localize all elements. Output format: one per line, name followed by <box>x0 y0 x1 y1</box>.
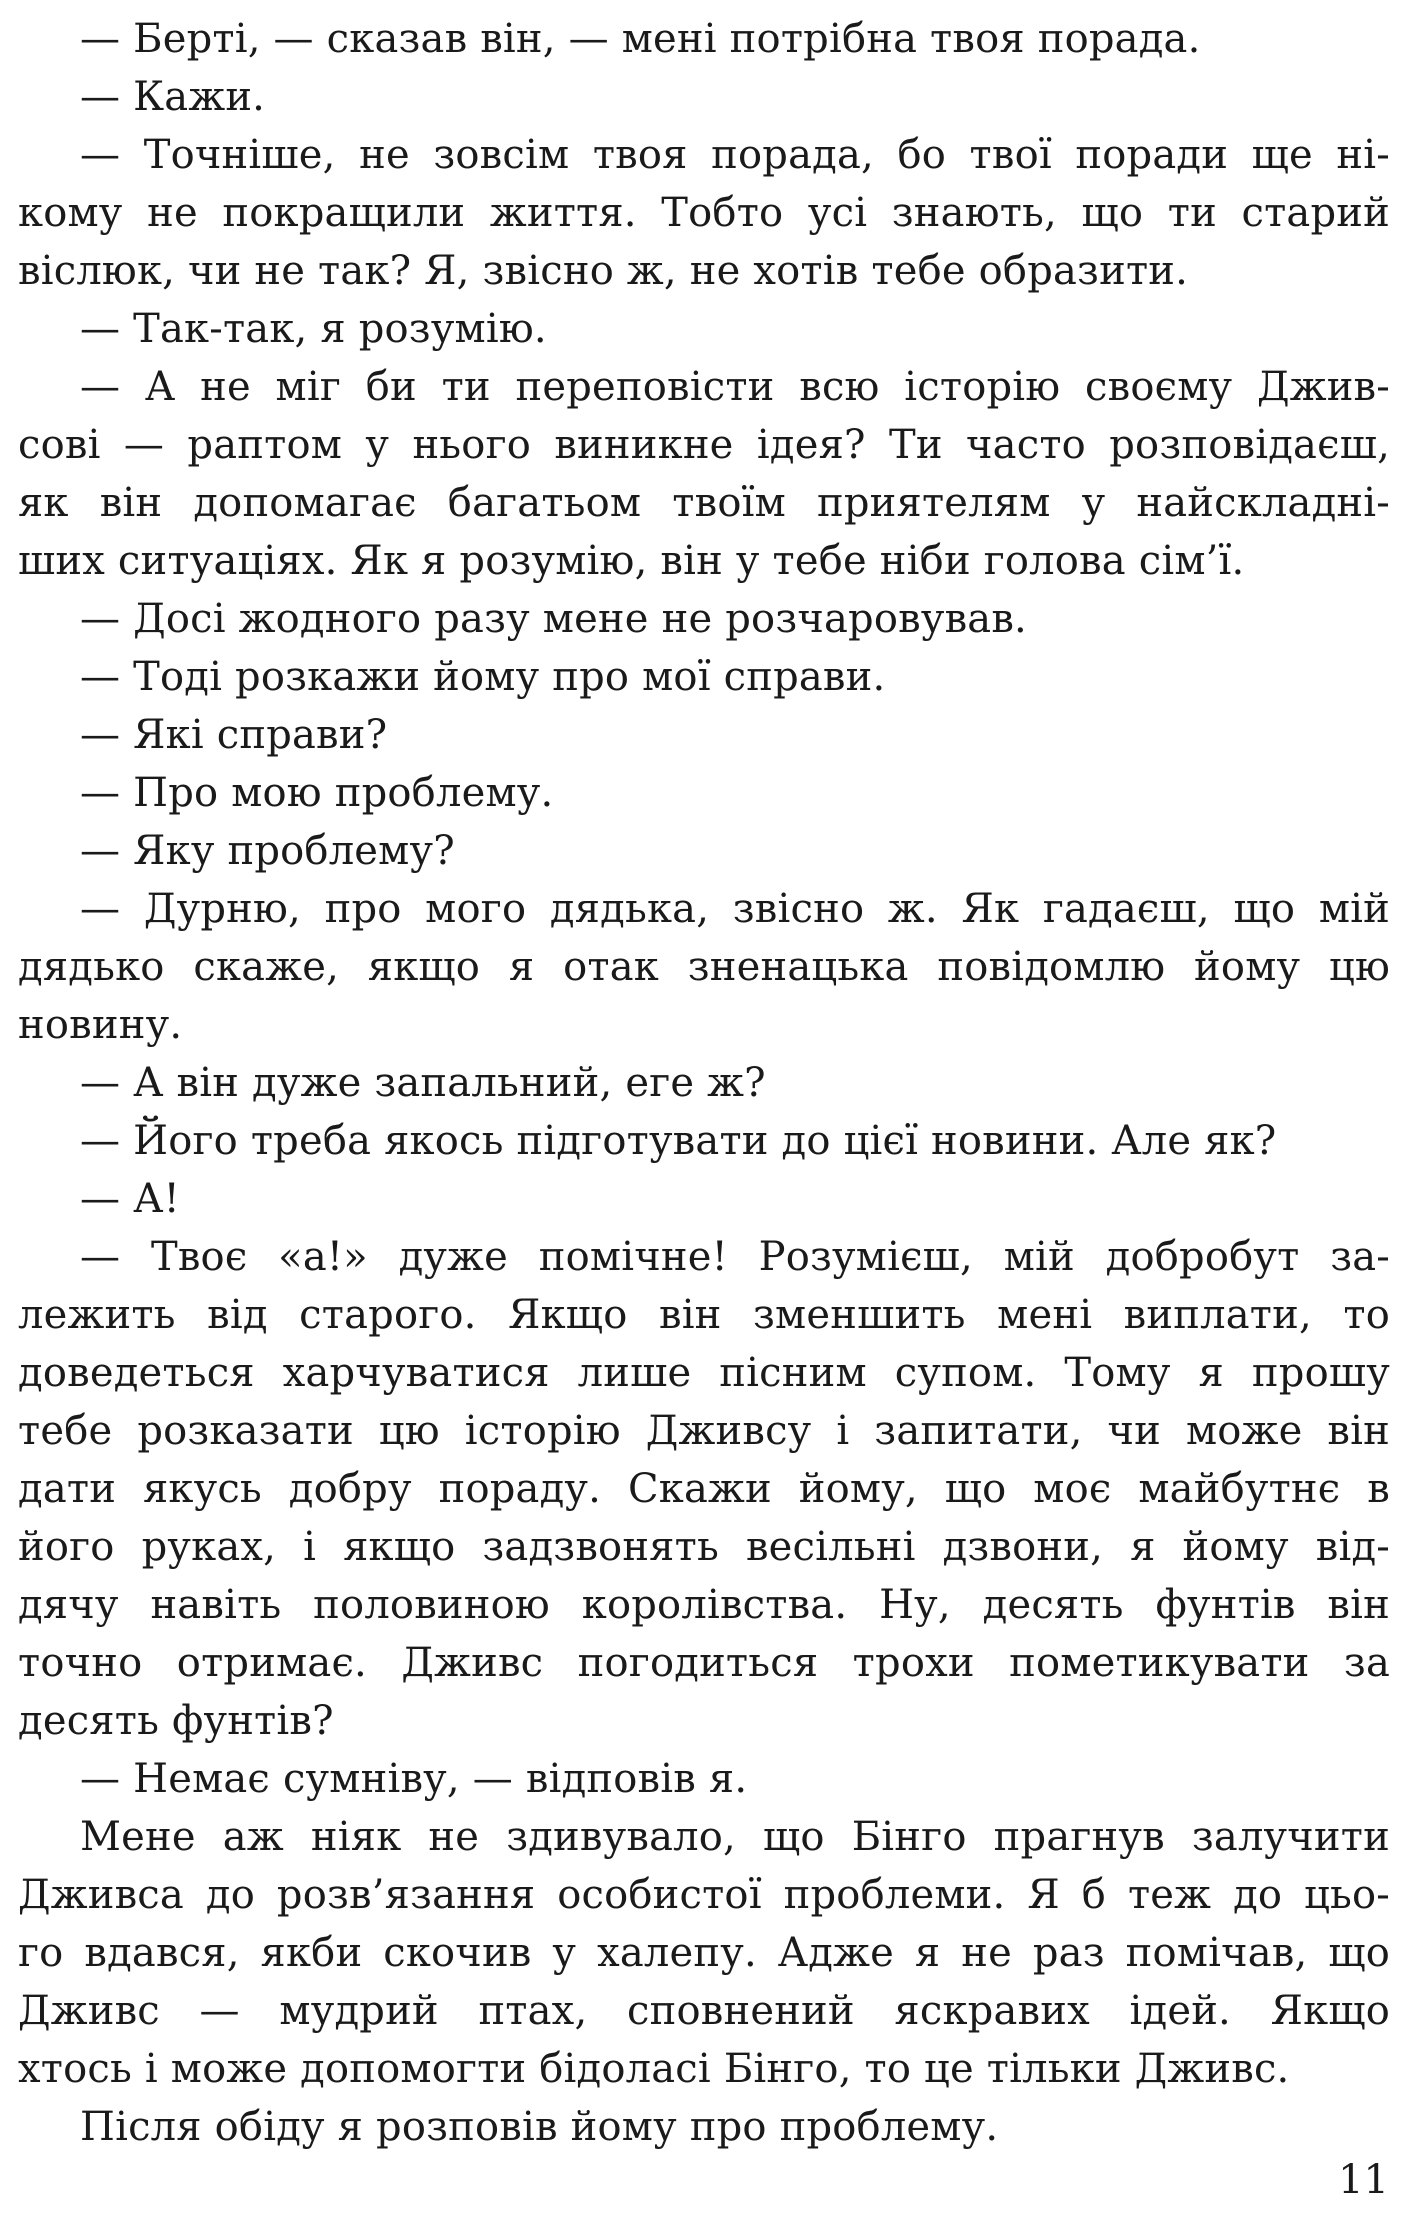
text-line: — Які справи? <box>80 712 388 758</box>
text-line: — А! <box>80 1176 180 1222</box>
page-text <box>18 10 1390 2156</box>
text-line: — А він дуже запальний, еге ж? <box>80 1060 766 1106</box>
text-line: — Берті, — сказав він, — мені потрібна твоя порада. <box>80 16 1201 62</box>
text-line: Мене аж ніяк не здивувало, що Бінго прагнув залучити <box>80 1814 1390 1860</box>
text-line: — Дурню, про мого дядька, звісно ж. Як гадаєш, що мій <box>80 886 1390 932</box>
text-line: його руках, і якщо задзвонять весільні дзвони, я йому від- <box>18 1524 1390 1570</box>
text-line: доведеться харчуватися лише пісним супом. Тому я прошу <box>18 1350 1390 1396</box>
text-line: — Про мою проблему. <box>80 770 554 816</box>
text-line: сові — раптом у нього виникне ідея? Ти часто розповідаєш, <box>18 422 1390 468</box>
page-number: 11 <box>1338 2157 1389 2203</box>
text-line: — Його треба якось підготувати до цієї новини. Але як? <box>80 1118 1277 1164</box>
text-line: ших ситуаціях. Як я розумію, він у тебе ніби голова сім’ї. <box>18 538 1245 584</box>
text-line: дати якусь добру пораду. Скажи йому, що моє майбутнє в <box>18 1466 1390 1512</box>
text-line: дядько скаже, якщо я отак зненацька повідомлю йому цю <box>18 944 1390 990</box>
text-line: — Кажи. <box>80 74 266 120</box>
text-line: лежить від старого. Якщо він зменшить мені виплати, то <box>18 1292 1390 1338</box>
text-line: точно отримає. Дживс погодиться трохи пометикувати за <box>18 1640 1390 1686</box>
text-line: — Так-так, я розумію. <box>80 306 547 352</box>
text-line: — Твоє «а!» дуже помічне! Розумієш, мій добробут за- <box>80 1234 1390 1280</box>
text-line: — А не міг би ти переповісти всю історію своєму Джив- <box>80 364 1390 410</box>
text-line: віслюк, чи не так? Я, звісно ж, не хотів тебе образити. <box>18 248 1189 294</box>
text-line: новину. <box>18 1002 183 1048</box>
text-line: Після обіду я розповів йому про проблему. <box>80 2104 999 2150</box>
text-line: — Яку проблему? <box>80 828 455 874</box>
text-line: — Досі жодного разу мене не розчаровував. <box>80 596 1027 642</box>
text-line: кому не покращили життя. Тобто усі знають, що ти старий <box>18 190 1390 236</box>
text-line: — Немає сумніву, — відповів я. <box>80 1756 748 1802</box>
text-line: тебе розказати цю історію Дживсу і запитати, чи може він <box>18 1408 1390 1454</box>
text-line: як він допомагає багатьом твоїм приятелям у найскладні- <box>18 480 1390 526</box>
text-line: Дживса до розв’язання особистої проблеми. Я б теж до цьо- <box>18 1872 1390 1918</box>
text-line: го вдався, якби скочив у халепу. Адже я не раз помічав, що <box>18 1930 1390 1976</box>
text-line: — Тоді розкажи йому про мої справи. <box>80 654 886 700</box>
text-line: дячу навіть половиною королівства. Ну, десять фунтів він <box>18 1582 1390 1628</box>
text-line: — Точніше, не зовсім твоя порада, бо твої поради ще ні- <box>80 132 1390 178</box>
text-line: хтось і може допомогти бідоласі Бінго, то це тільки Дживс. <box>18 2046 1290 2092</box>
text-line: Дживс — мудрий птах, сповнений яскравих ідей. Якщо <box>18 1988 1390 2034</box>
text-line: десять фунтів? <box>18 1698 334 1744</box>
